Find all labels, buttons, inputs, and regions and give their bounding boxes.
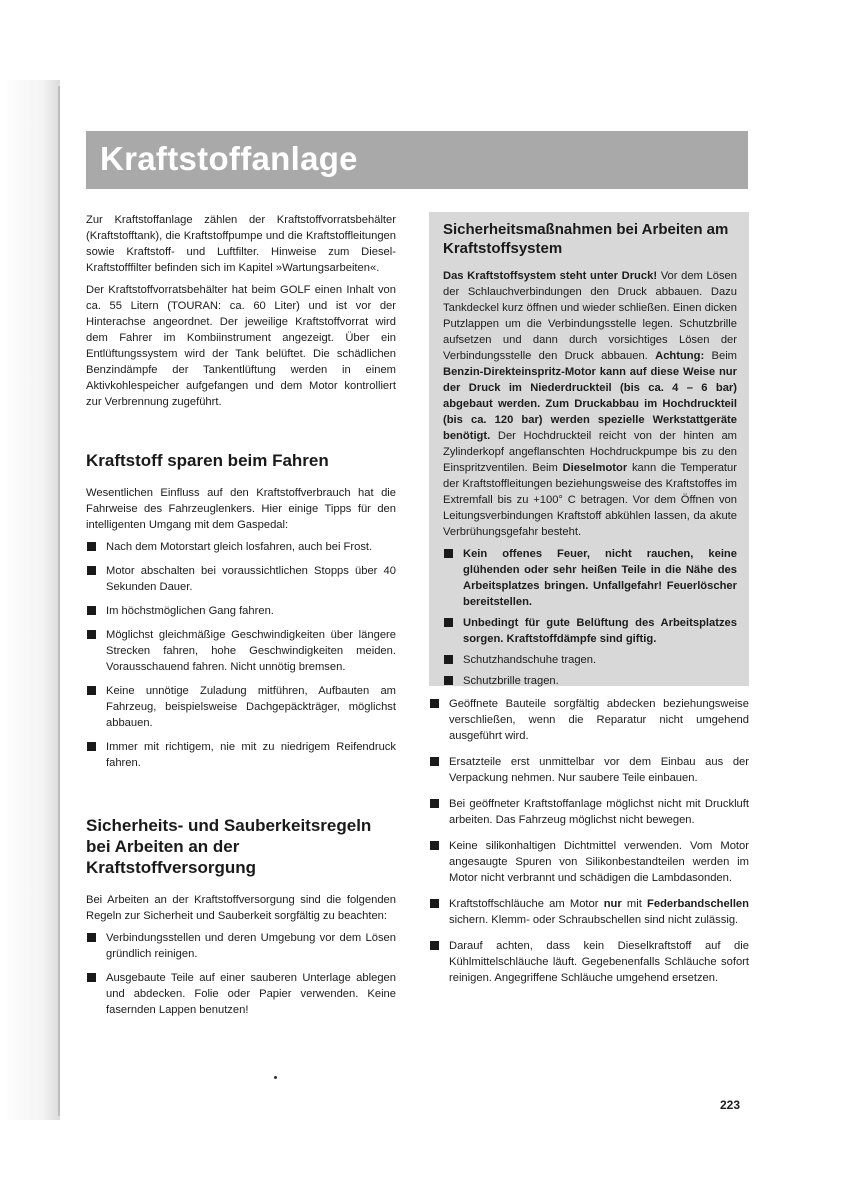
box-heading: Sicherheitsmaßnahmen bei Arbeiten am Kraftstoffsystem	[443, 221, 729, 257]
list-item: Unbedingt für gute Belüftung des Arbeitsplatzes sorgen. Kraftstoffdämpfe sind giftig.	[443, 615, 737, 647]
list-item: Schutzbrille tragen.	[443, 673, 737, 689]
safety-rules-list	[86, 930, 396, 1018]
bullet-square-icon	[87, 630, 96, 639]
bullet-square-icon	[444, 618, 453, 627]
bullet-square-icon	[430, 799, 439, 808]
list-item: Nach dem Motorstart gleich losfahren, auch bei Frost.	[86, 539, 396, 555]
bullet-square-icon	[430, 941, 439, 950]
bullet-square-icon	[87, 606, 96, 615]
list-item: Keine silikonhaltigen Dichtmittel verwenden. Vom Motor angesaugte Spuren von Silikonbestandteilen werden im Motor nicht verbrannt und schädigen die Lambdasonden.	[429, 838, 749, 886]
bullet-square-icon	[87, 742, 96, 751]
page-title: Kraftstoffanlage	[100, 140, 358, 177]
bullet-square-icon	[87, 542, 96, 551]
bullet-square-icon	[87, 566, 96, 575]
section-heading-safety-rules: Sicherheits- und Sauberkeitsregeln bei Arbeiten an der Kraftstoffversorgung	[86, 816, 372, 877]
fuel-saving-list	[86, 539, 396, 771]
bullet-square-icon	[87, 686, 96, 695]
list-item: Kein offenes Feuer, nicht rauchen, keine glühenden oder sehr heißen Teile in die Nähe des Arbeitsplatzes bringen. Unfallgefahr! Feuerlöscher bereitstellen.	[443, 546, 737, 610]
list-item: Möglichst gleichmäßige Geschwindigkeiten über längere Strecken fahren, hohe Geschwindigkeiten meiden. Vorausschauend fahren. Nicht unnötig bremsen.	[86, 627, 396, 675]
box-paragraph: Das Kraftstoffsystem steht unter Druck! Vor dem Lösen der Schlauchverbindungen den Druck abbauen. Dazu Tankdeckel kurz öffnen und wieder schließen. Einen dicken Putzlappen um die Verbindungsstelle legen. Schutzbrille aufsetzen und dann durch vorsichtiges Lösen der Verbindungsstelle den Druck abbauen. Achtung: Beim Benzin-Direkteinspritz-Motor kann auf diese Weise nur der Druck im Niederdruckteil (bis ca. 4 – 6 bar) abgebaut werden. Zum Druckabbau im Hochdruckteil (bis ca. 120 bar) werden spezielle Werkstattgeräte benötigt. Der Hochdruckteil reicht von der hinten am Zylinderkopf angeflanschten Hochdruckpumpe bis zu den Einspritzventilen. Beim Dieselmotor kann die Temperatur der Kraftstoffleitungen beziehungsweise des Kraftstoffes im Extremfall bis zu +100° C betragen. Vor dem Öffnen von Leitungsverbindungen Kraftstoff abkühlen lassen, da akute Verbrühungsgefahr besteht.	[443, 270, 738, 538]
page-spine-shadow	[0, 80, 60, 1120]
box-list	[443, 546, 737, 689]
list-item: Ersatzteile erst unmittelbar vor dem Einbau aus der Verpackung nehmen. Nur saubere Teile einbauen.	[429, 754, 749, 786]
list-item: Geöffnete Bauteile sorgfältig abdecken beziehungsweise verschließen, wenn die Reparatur nicht umgehend ausgeführt wird.	[429, 696, 749, 744]
left-column	[86, 212, 396, 1026]
safety-measures-box	[429, 212, 749, 686]
list-item: Darauf achten, dass kein Dieselkraftstoff auf die Kühlmittelschläuche läuft. Gegebenenfalls Schläuche sofort reinigen. Angegriffene Schläuche umgehend ersetzen.	[429, 938, 749, 986]
scan-speck	[274, 1076, 277, 1079]
title-bar	[86, 131, 748, 189]
list-item: Kraftstoffschläuche am Motor nur mit Federbandschellen sichern. Klemm- oder Schraubschellen sind nicht zulässig.	[429, 896, 749, 928]
intro-paragraph-1: Zur Kraftstoffanlage zählen der Kraftstoffvorratsbehälter (Kraftstofftank), die Kraftstoffpumpe und die Kraftstoffleitungen sowie Kraftstoff- und Luftfilter. Hinweise zum Diesel-Kraftstofffilter befinden sich im Kapitel »Wartungsarbeiten«.	[86, 214, 396, 274]
section-heading-fuel-saving: Kraftstoff sparen beim Fahren	[86, 451, 329, 470]
right-list	[429, 696, 749, 986]
bullet-square-icon	[430, 899, 439, 908]
list-item: Immer mit richtigem, nie mit zu niedrigem Reifendruck fahren.	[86, 739, 396, 771]
bullet-square-icon	[430, 757, 439, 766]
right-column	[429, 696, 749, 996]
list-item: Bei geöffneter Kraftstoffanlage möglichst nicht mit Druckluft arbeiten. Das Fahrzeug möglichst nicht bewegen.	[429, 796, 749, 828]
fuel-saving-intro: Wesentlichen Einfluss auf den Kraftstoffverbrauch hat die Fahrweise des Fahrzeuglenkers. Hier einige Tipps für den intelligenten Umgang mit dem Gaspedal:	[86, 487, 396, 531]
bullet-square-icon	[444, 549, 453, 558]
intro-paragraph-2: Der Kraftstoffvorratsbehälter hat beim GOLF einen Inhalt von ca. 55 Litern (TOURAN: ca. 60 Liter) und ist vor der Hinterachse angeordnet. Der jeweilige Kraftstoffvorrat wird dem Fahrer im Kombiinstrument angezeigt. Über ein Entlüftungssystem wird der Tank belüftet. Die schädlichen Benzindämpfe der Tankentlüftung werden in einem Aktivkohlespeicher aufgefangen und dem Motor kontrolliert zur Verbrennung zugeführt.	[86, 284, 396, 408]
bullet-square-icon	[430, 699, 439, 708]
list-item: Motor abschalten bei voraussichtlichen Stopps über 40 Sekunden Dauer.	[86, 563, 396, 595]
safety-rules-intro: Bei Arbeiten an der Kraftstoffversorgung sind die folgenden Regeln zur Sicherheit und Sauberkeit sorgfältig zu beachten:	[86, 894, 396, 922]
page-number: 223	[720, 1098, 741, 1112]
list-item: Verbindungsstellen und deren Umgebung vor dem Lösen gründlich reinigen.	[86, 930, 396, 962]
list-item: Keine unnötige Zuladung mitführen, Aufbauten am Fahrzeug, beispielsweise Dachgepäckträger, möglichst abbauen.	[86, 683, 396, 731]
bullet-square-icon	[430, 841, 439, 850]
bullet-square-icon	[87, 933, 96, 942]
list-item: Im höchstmöglichen Gang fahren.	[86, 603, 396, 619]
bullet-square-icon	[444, 676, 453, 685]
bullet-square-icon	[444, 655, 453, 664]
list-item: Ausgebaute Teile auf einer sauberen Unterlage ablegen und abdecken. Folie oder Papier verwenden. Keine fasernden Lappen benutzen!	[86, 970, 396, 1018]
page-spine-edge	[58, 86, 60, 1116]
list-item: Schutzhandschuhe tragen.	[443, 652, 737, 668]
bullet-square-icon	[87, 973, 96, 982]
